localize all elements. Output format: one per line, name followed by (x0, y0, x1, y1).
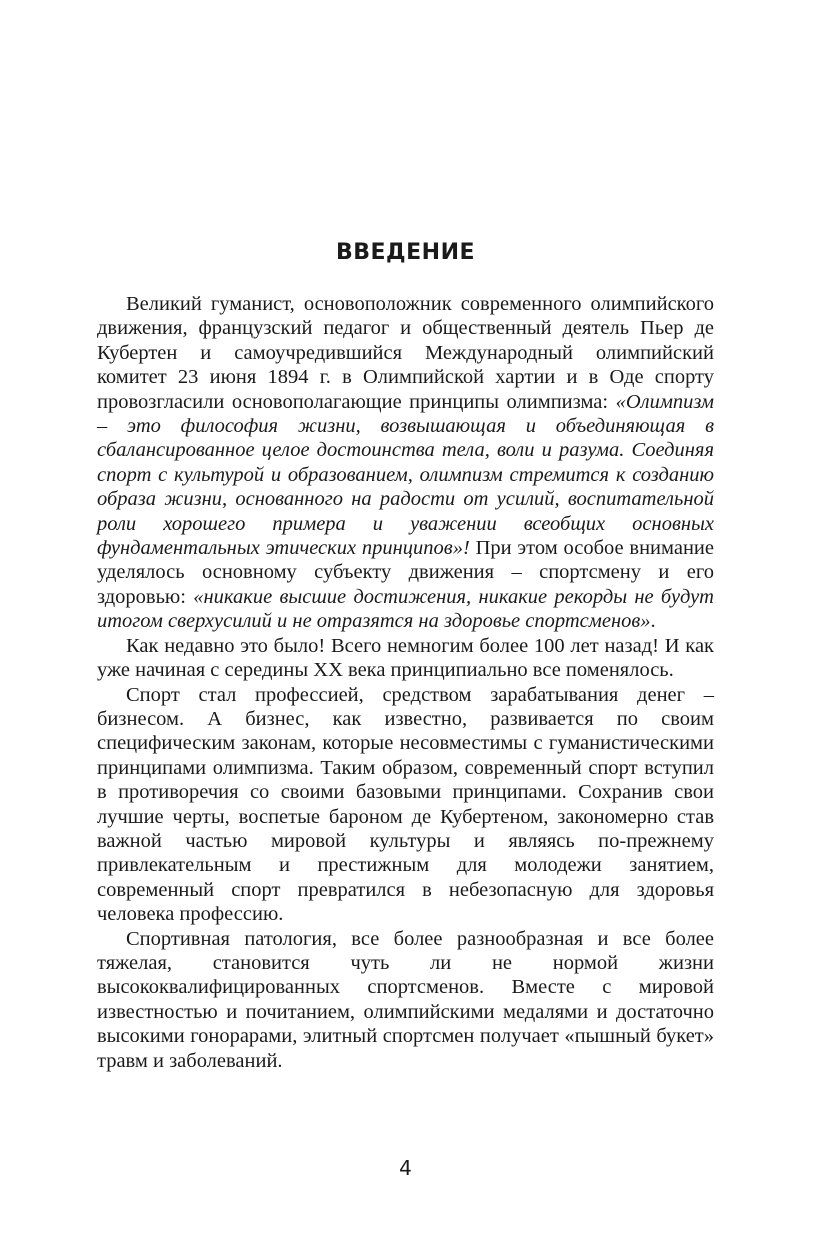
paragraph-1-end: . (650, 610, 656, 633)
page-number: 4 (399, 1156, 412, 1180)
paragraph-3: Спорт стал профессией, средством зарабатывания денег – бизнесом. А бизнес, как известно, развивается по своим специфическим законам, которые несовместимы с гуманистическими принципами олимпизма. Таким образом, современный спорт вступил в противоречия со своими базовыми принципами. Сохранив свои лучшие черты, воспетые бароном де Кубертеном, закономерно став важной частью мировой культуры и являясь по-прежнему привлекательным и престижным для молодежи занятием, современный спорт превратился в небезопасную для здоровья человека профессию. (97, 683, 714, 926)
paragraph-4: Спортивная патология, все более разнообразная и все более тяжелая, становится чуть ли не нормой жизни высококвалифицированных спортсменов. Вместе с мировой известностью и почитанием, олимпийскими медалями и достаточно высокими гонорарами, элитный спортсмен получает «пышный букет» травм и заболеваний. (97, 927, 714, 1072)
paragraph-2: Как недавно это было! Всего немногим более 100 лет назад! И как уже начиная с середины XX века принципиально все поменялось. (97, 634, 714, 682)
body-text (97, 292, 714, 1073)
paragraph-1-middle: При этом особое внимание уделялось основному субъекту движения – спортсмену и его здоровью: (97, 537, 715, 608)
paragraph-1 (97, 292, 714, 634)
book-page (97, 0, 714, 1240)
chapter-title: ВВЕДЕНИЕ (335, 240, 476, 265)
health-quote: «никакие высшие достижения, никакие рекорды не будут итогом сверхусилий и не отразятся на здоровье спортсменов» (97, 585, 714, 633)
paragraph-1-intro: Великий гуманист, основоположник современного олимпийского движения, французский педагог и общественный деятель Пьер де Кубертен и самоучредившийся Международный олимпийский комитет 23 июня 1894 г. в Олимпийской хартии и в Оде спорту провозгласили основополагающие принципы олимпизма: (97, 293, 714, 413)
olympism-quote: «Олимпизм – это философия жизни, возвышающая и объединяющая в сбалансированное целое достоинства тела, воли и разума. Соединяя спорт с культурой и образованием, олимпизм стремится к созданию образа жизни, основанного на радости от усилий, воспитательной роли хорошего примера и уважении всеобщих основных фундаментальных этических принципов»! (97, 390, 714, 560)
